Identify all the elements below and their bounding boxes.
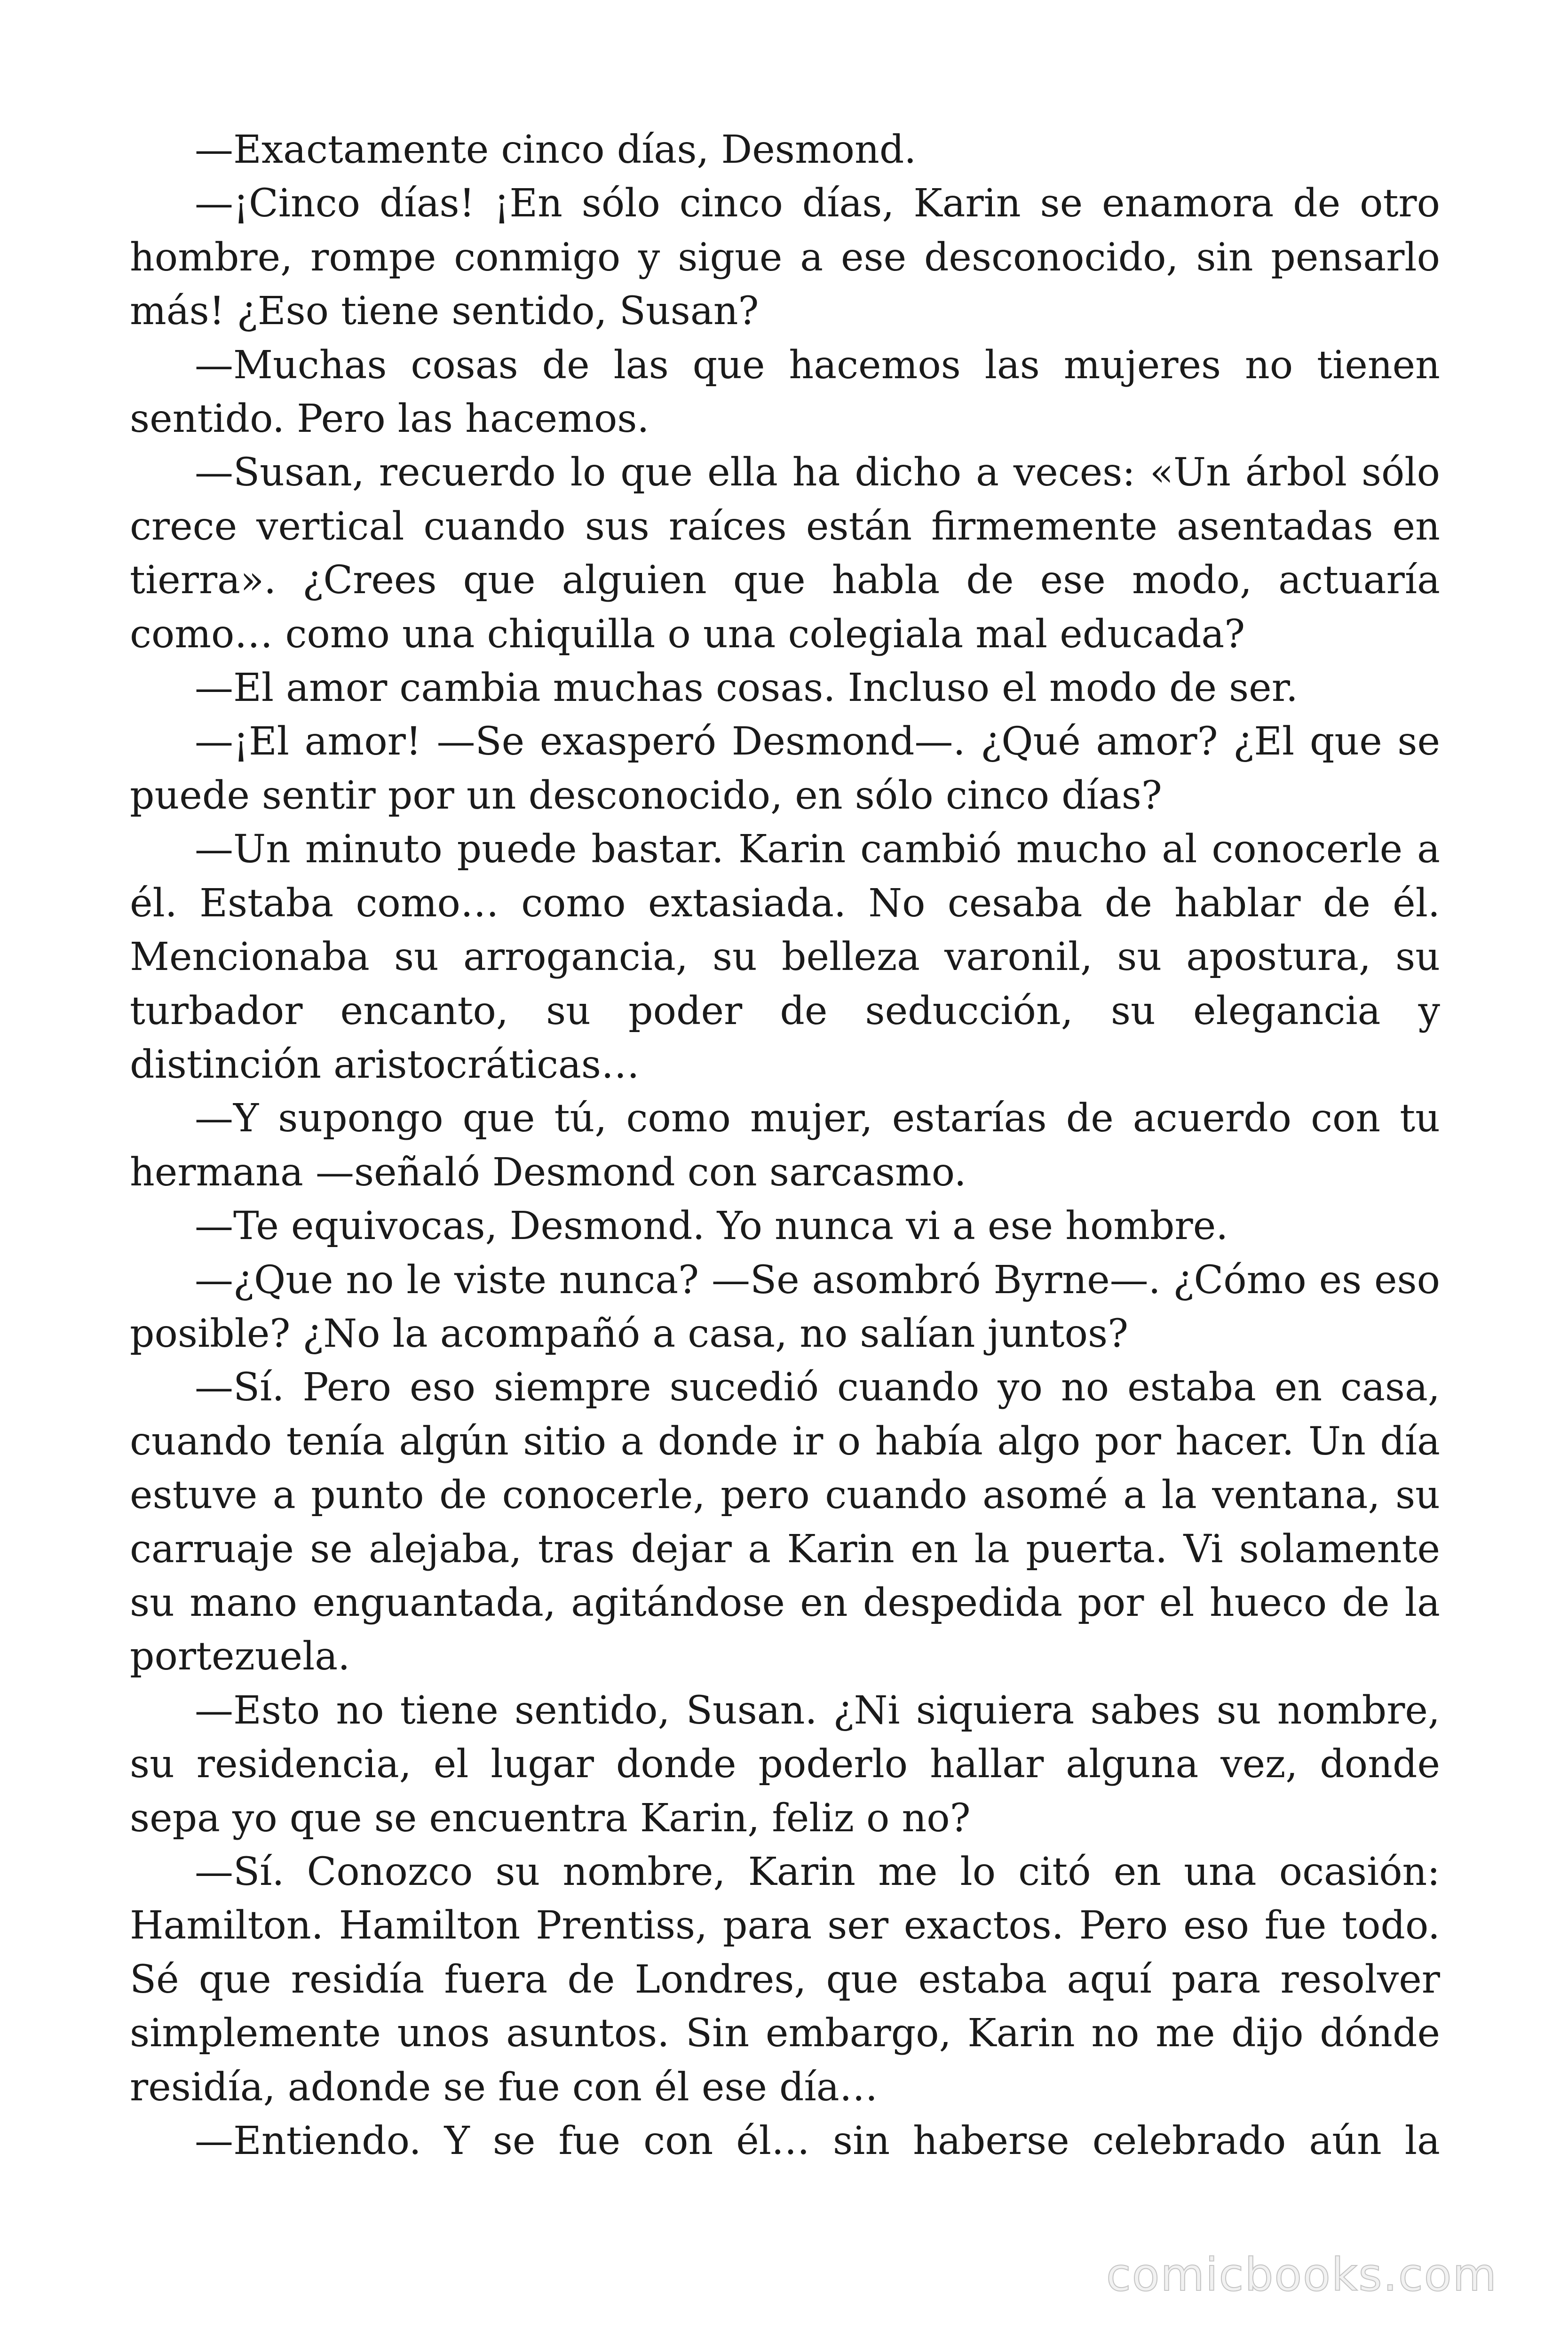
paragraph-continued: —Entiendo. Y se fue con él… sin haberse celebrado aún la	[195, 2119, 1440, 2164]
paragraph: —¿Que no le viste nunca? —Se asombró Byrne—. ¿Cómo es eso posible? ¿No la acompañó a casa, no salían juntos?	[130, 1257, 1440, 1356]
body-text	[130, 123, 1440, 2168]
paragraph: —Y supongo que tú, como mujer, estarías de acuerdo con tu hermana —señaló Desmond con sarcasmo.	[130, 1096, 1440, 1195]
paragraph: —Sí. Pero eso siempre sucedió cuando yo no estaba en casa, cuando tenía algún sitio a donde ir o había algo por hacer. Un día estuve a punto de conocerle, pero cuando asomé a la ventana, su carruaje se alejaba, tras dejar a Karin en la puerta. Vi solamente su mano enguantada, agitándose en despedida por el hueco de la portezuela.	[130, 1365, 1440, 1679]
watermark: comicbooks.com	[1106, 2249, 1497, 2301]
paragraph: —Muchas cosas de las que hacemos las mujeres no tienen sentido. Pero las hacemos.	[130, 342, 1440, 442]
paragraph: —¡Cinco días! ¡En sólo cinco días, Karin se enamora de otro hombre, rompe conmigo y sigue a ese desconocido, sin pensarlo más! ¿Eso tiene sentido, Susan?	[130, 181, 1440, 334]
paragraph: —Te equivocas, Desmond. Yo nunca vi a ese hombre.	[195, 1204, 1228, 1249]
paragraph: —¡El amor! —Se exasperó Desmond—. ¿Qué amor? ¿El que se puede sentir por un desconocido, en sólo cinco días?	[130, 719, 1440, 818]
paragraph: —Un minuto puede bastar. Karin cambió mucho al conocerle a él. Estaba como… como extasiada. No cesaba de hablar de él. Mencionaba su arrogancia, su belleza varonil, su apostura, su turbador encanto, su poder de seducción, su elegancia y distinción aristocráticas…	[130, 827, 1440, 1087]
paragraph: —Esto no tiene sentido, Susan. ¿Ni siquiera sabes su nombre, su residencia, el lugar donde poderlo hallar alguna vez, donde sepa yo que se encuentra Karin, feliz o no?	[130, 1688, 1440, 1841]
paragraph: —Sí. Conozco su nombre, Karin me lo citó en una ocasión: Hamilton. Hamilton Prentiss, para ser exactos. Pero eso fue todo. Sé que residía fuera de Londres, que estaba aquí para resolver simplemente unos asuntos. Sin embargo, Karin no me dijo dónde residía, adonde se fue con él ese día…	[130, 1850, 1440, 2110]
paragraph: —Exactamente cinco días, Desmond.	[195, 127, 917, 172]
paragraph: —Susan, recuerdo lo que ella ha dicho a veces: «Un árbol sólo crece vertical cuando sus raíces están firmemente asentadas en tierra». ¿Crees que alguien que habla de ese modo, actuaría como… como una chiquilla o una colegiala mal educada?	[130, 450, 1440, 657]
paragraph: —El amor cambia muchas cosas. Incluso el modo de ser.	[195, 666, 1298, 711]
